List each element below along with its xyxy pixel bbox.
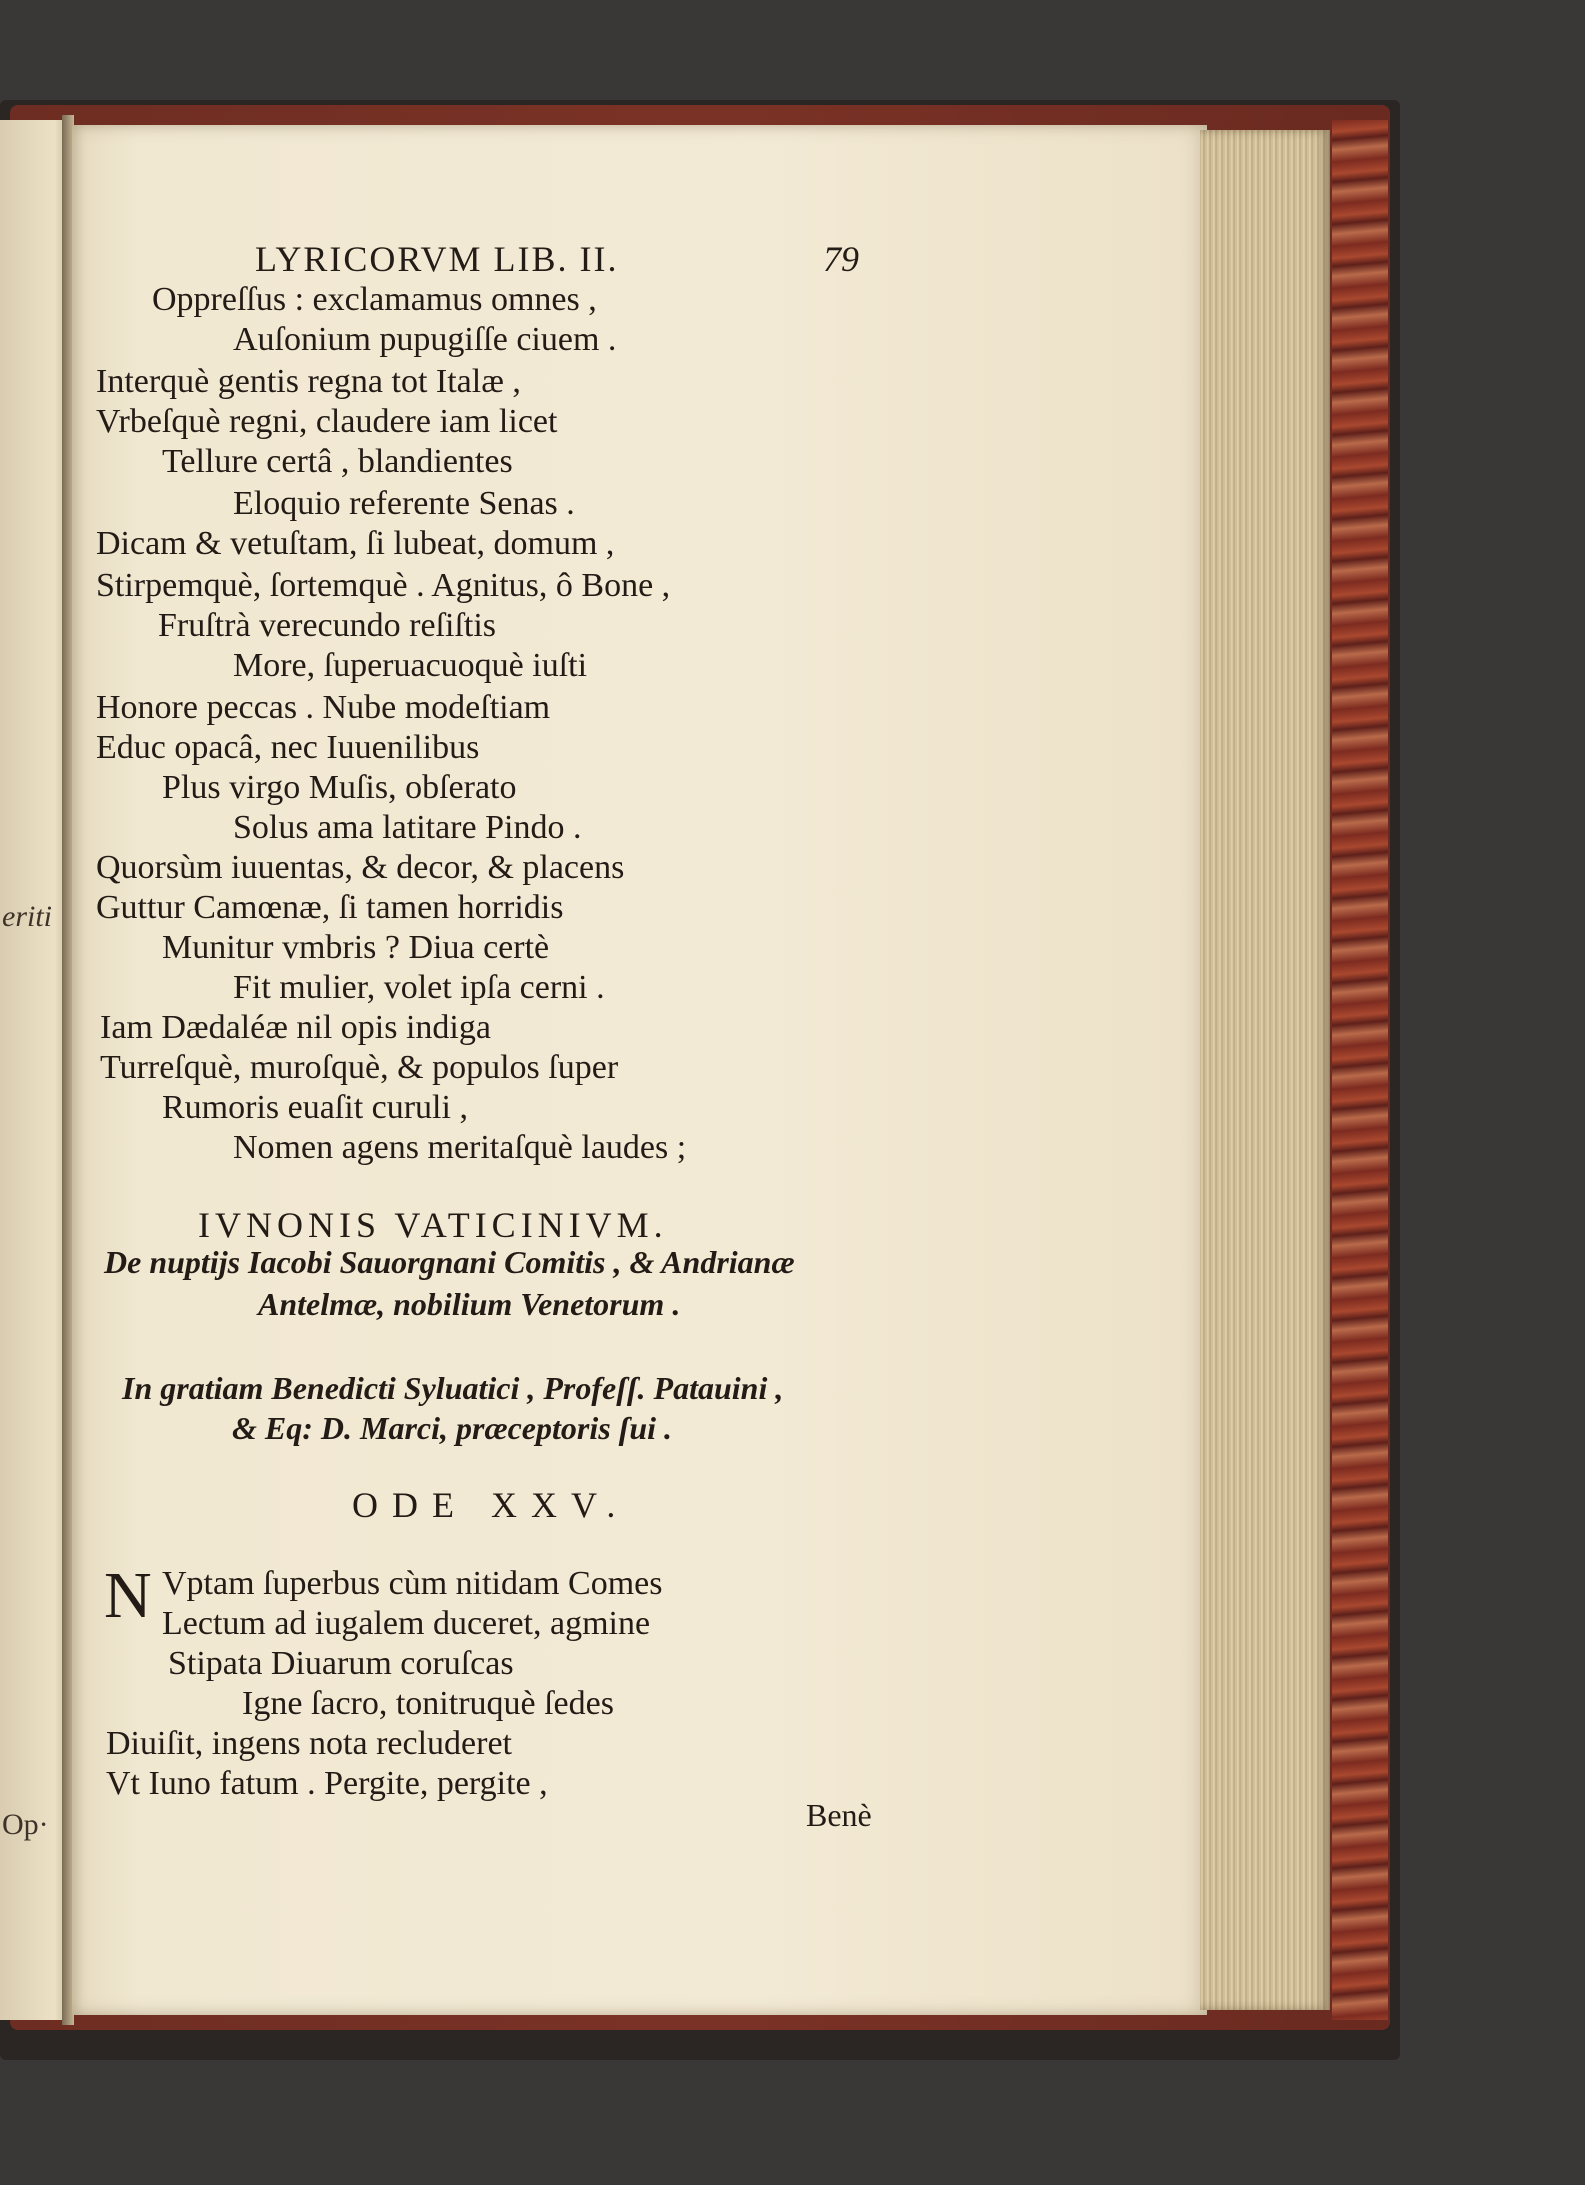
marbled-cover-edge — [1332, 120, 1388, 2020]
ode-line: Lectum ad iugalem duceret, agmine — [162, 1605, 651, 1642]
left-page-fragment: eriti — [2, 900, 52, 933]
page-number: 79 — [823, 239, 859, 279]
poem-title: IVNONIS VATICINIVM. — [198, 1205, 668, 1245]
ode-line: Vt Iuno fatum . Pergite, pergite , — [106, 1765, 548, 1802]
ode-line: Diuiſit, ingens nota recluderet — [106, 1725, 512, 1762]
poem-line: Honore peccas . Nube modeſtiam — [96, 689, 551, 726]
poem-line: Turreſquè, muroſquè, & populos ſuper — [100, 1049, 619, 1086]
catchword: Benè — [806, 1797, 872, 1833]
poem-line: Interquè gentis regna tot Italæ , — [96, 363, 521, 400]
poem-line: Iam Dædaléæ nil opis indiga — [100, 1009, 491, 1046]
dedication: In gratiam Benedicti Syluatici , Profeſſ. Patauini , — [122, 1370, 784, 1406]
ode-heading: ODE XXV. — [352, 1485, 630, 1525]
running-head: LYRICORVM LIB. II. — [255, 239, 619, 279]
ode-line: Vptam ſuperbus cùm nitidam Comes — [162, 1565, 663, 1602]
drop-cap: N — [104, 1559, 152, 1632]
left-page — [0, 120, 71, 2020]
dedication: & Eq: D. Marci, præceptoris ſui . — [232, 1410, 672, 1446]
poem-line: Dicam & vetuſtam, ſi lubeat, domum , — [96, 525, 615, 562]
poem-line: Munitur vmbris ? Diua certè — [162, 929, 550, 966]
poem-line: Stirpemquè, ſortemquè . Agnitus, ô Bone , — [96, 567, 671, 604]
page-fore-edge — [1200, 130, 1330, 2010]
poem-line: Fruſtrà verecundo reſiſtis — [158, 607, 497, 644]
poem-line: Oppreſſus : exclamamus omnes , — [152, 281, 597, 318]
poem-line: Eloquio referente Senas . — [233, 485, 575, 522]
poem-line: Vrbeſquè regni, claudere iam licet — [96, 403, 558, 440]
poem-subtitle: Antelmæ, nobilium Venetorum . — [258, 1286, 681, 1322]
poem-line: Rumoris euaſit curuli , — [162, 1089, 468, 1126]
poem-line: Tellure certâ , blandientes — [162, 443, 513, 480]
poem-line: Educ opacâ, nec Iuuenilibus — [96, 729, 480, 766]
poem-line: Guttur Camœnæ, ſi tamen horridis — [96, 889, 564, 926]
poem-line: Plus virgo Muſis, obſerato — [162, 769, 517, 806]
poem-line: Auſonium pupugiſſe ciuem . — [233, 321, 617, 358]
ode-line: Stipata Diuarum coruſcas — [168, 1645, 514, 1682]
left-page-fragment: Op· — [2, 1808, 49, 1841]
poem-line: Nomen agens meritaſquè laudes ; — [233, 1129, 687, 1166]
poem-subtitle: De nuptijs Iacobi Sauorgnani Comitis , & Andrianæ — [104, 1244, 795, 1280]
poem-line: Solus ama latitare Pindo . — [233, 809, 582, 846]
poem-line: Quorsùm iuuentas, & decor, & placens — [96, 849, 625, 886]
poem-line: Fit mulier, volet ipſa cerni . — [233, 969, 605, 1006]
poem-line: More, ſuperuacuoquè iuſti — [233, 647, 588, 684]
ode-line: Igne ſacro, tonitruquè ſedes — [242, 1685, 614, 1722]
